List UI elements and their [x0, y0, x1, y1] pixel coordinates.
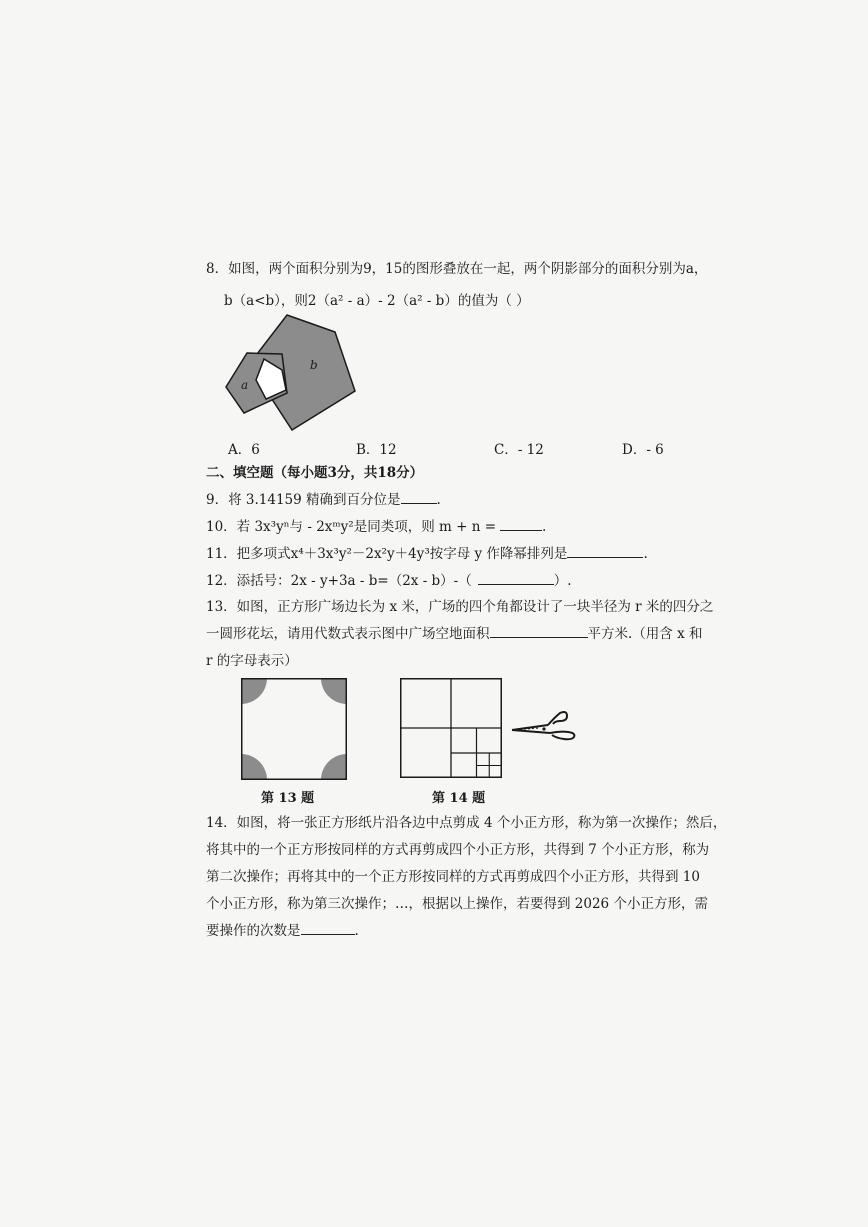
q10-answer-blank [500, 518, 542, 531]
q14-figure [400, 678, 502, 778]
q14-line2: 将其中的一个正方形按同样的方式再剪成四个小正方形，共得到 7 个小正方形，称为 [206, 842, 710, 858]
section2-heading: 二、填空题（每小题3分，共18分） [206, 465, 424, 481]
q13-line1: 13．如图，正方形广场边长为 x 米，广场的四个角都设计了一块半径为 r 米的四分之 [206, 599, 714, 615]
q8-line1: 8．如图，两个面积分别为9，15的图形叠放在一起，两个阴影部分的面积分别为a， [206, 261, 708, 277]
q8-line2: b（a<b），则2（a² - a）- 2（a² - b）的值为（ ） [224, 293, 530, 309]
q12-text: 12．添括号：2x - y+3a - b=（2x - b）-（ [206, 573, 472, 589]
q9-text: 9．将 3.14159 精确到百分位是 [206, 492, 401, 508]
q9-tail: . [436, 492, 441, 508]
q9-answer-blank [401, 491, 437, 504]
q13-line2b: 平方米.（用含 x 和 [587, 626, 703, 642]
q13-answer-blank [490, 625, 588, 638]
q14-caption: 第 14 题 [432, 791, 486, 806]
q8-option-a: A．6 [228, 442, 260, 458]
q14-line4: 个小正方形，称为第三次操作；…，根据以上操作，若要得到 2026 个小正方形，需 [206, 896, 708, 912]
q11-text: 11．把多项式x⁴＋3x³y²－2x²y＋4y³按字母 y 作降幂排列是 [206, 546, 568, 562]
q11 [206, 545, 648, 563]
q14-line1: 14．如图，将一张正方形纸片沿各边中点剪成 4 个小正方形，称为第一次操作；然后， [206, 815, 727, 831]
q8-option-c: C．- 12 [494, 442, 544, 458]
q13-line3: r 的字母表示） [206, 653, 298, 669]
q8-option-b: B．12 [356, 442, 397, 458]
q14-tail: . [354, 923, 359, 939]
q13-caption: 第 13 题 [261, 791, 315, 806]
label-a: a [241, 378, 249, 392]
q13-line2a: 一圆形花坛，请用代数式表示图中广场空地面积 [206, 626, 490, 642]
scissors-icon [510, 708, 578, 744]
q11-tail: . [643, 546, 648, 562]
q9 [206, 491, 441, 509]
q10-tail: . [542, 519, 547, 535]
q14-answer-blank [301, 922, 355, 935]
corner-flowerbed-br [321, 754, 347, 780]
q10 [206, 518, 546, 536]
corner-flowerbed-bl [241, 754, 267, 780]
q12-answer-blank [478, 572, 554, 585]
q13-line2 [206, 625, 703, 643]
corner-flowerbed-tr [321, 678, 347, 704]
corner-flowerbed-tl [241, 678, 267, 704]
q12-tail: ）. [553, 573, 572, 589]
q11-answer-blank [567, 545, 643, 558]
q10-text: 10．若 3x³yⁿ与 - 2xᵐy²是同类项，则 m + n = [206, 519, 496, 535]
q14-line5-text: 要操作的次数是 [206, 923, 301, 939]
q13-figure [241, 678, 347, 780]
q8-option-d: D．- 6 [622, 442, 664, 458]
label-b: b [310, 358, 318, 372]
q12 [206, 572, 572, 590]
q14-line5 [206, 922, 359, 940]
q14-line3: 第二次操作；再将其中的一个正方形按同样的方式再剪成四个小正方形，共得到 10 [206, 869, 700, 885]
